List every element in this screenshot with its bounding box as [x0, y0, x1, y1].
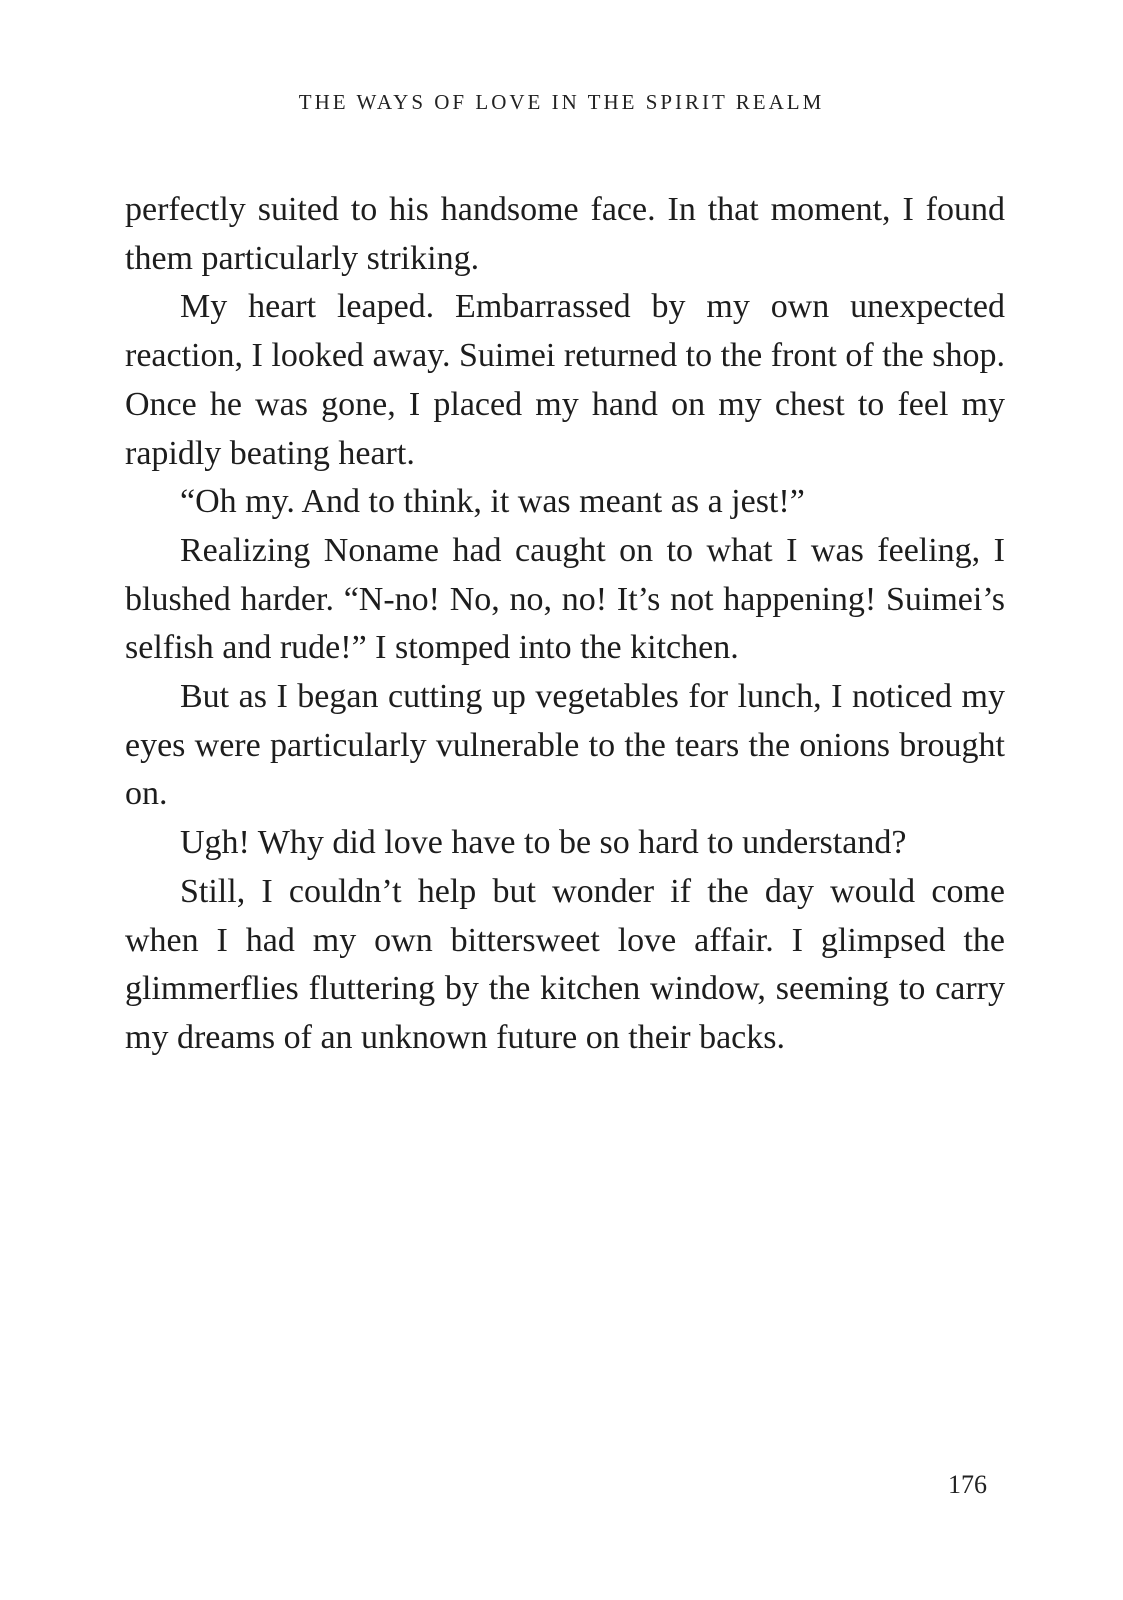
page-number: 176: [948, 1470, 987, 1499]
paragraph: Realizing Noname had caught on to what I was feeling, I blushed harder. “N-no! No, no, no! It’s not happening! Suimei’s selfish and rude!” I stomped into the kitchen.: [125, 531, 1005, 667]
paragraph: My heart leaped. Embarrassed by my own unexpected reaction, I looked away. Suimei returned to the front of the shop. Once he was gone, I placed my hand on my chest to feel my rapidly beating heart.: [125, 288, 1005, 472]
body-text: [125, 186, 1005, 1063]
paragraph: Still, I couldn’t help but wonder if the day would come when I had my own bittersweet love affair. I glimpsed the glimmerflies fluttering by the kitchen window, seeming to carry my dreams of an unknown future on their backs.: [125, 872, 1005, 1056]
paragraph: perfectly suited to his handsome face. In that moment, I found them particularly striking.: [125, 191, 1005, 277]
paragraph: “Oh my. And to think, it was meant as a jest!”: [180, 483, 805, 521]
running-head: THE WAYS OF LOVE IN THE SPIRIT REALM: [298, 90, 825, 114]
paragraph: But as I began cutting up vegetables for lunch, I noticed my eyes were particularly vulnerable to the tears the onions brought on.: [125, 678, 1005, 813]
paragraph: Ugh! Why did love have to be so hard to understand?: [180, 824, 907, 862]
